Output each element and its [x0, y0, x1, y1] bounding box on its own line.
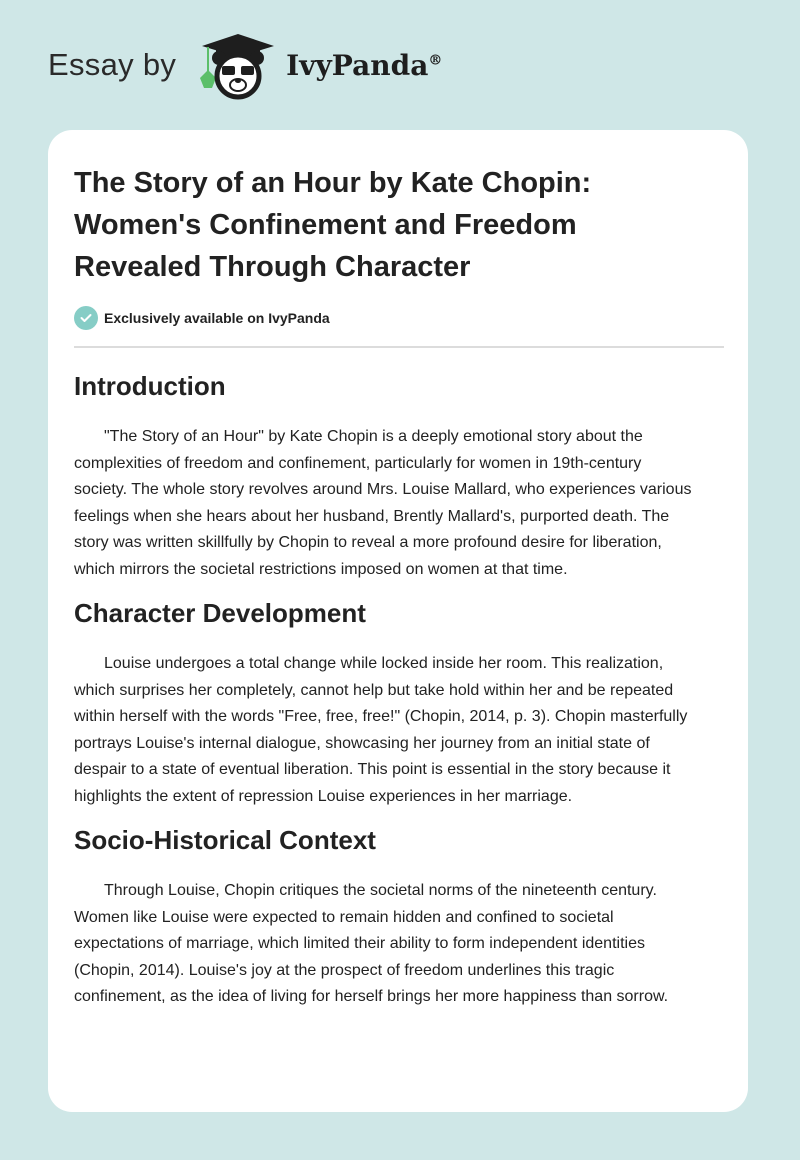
check-circle-icon	[74, 306, 98, 330]
text-line: which mirrors the societal restrictions imposed on women at that time.	[74, 560, 568, 578]
text-line: story was written skillfully by Chopin to reveal a more profound desire for liberation,	[74, 534, 662, 551]
registered-mark: ®	[428, 52, 443, 69]
text-line: within herself with the words "Free, free, free!" (Chopin, 2014, p. 3). Chopin masterfully	[74, 708, 688, 725]
title-line: The Story of an Hour by Kate Chopin:	[74, 167, 592, 199]
text-line: Women like Louise were expected to remain hidden and confined to societal	[74, 908, 614, 926]
text-line: expectations of marriage, which limited their ability to form independent identities	[74, 935, 645, 952]
brand-text: IvyPanda	[286, 48, 429, 82]
site-header	[48, 30, 442, 100]
brand-name[interactable]	[286, 49, 442, 82]
text-line: society. The whole story revolves around Mrs. Louise Mallard, who experiences various	[74, 481, 692, 498]
section-heading: Character Development	[74, 598, 366, 628]
text-line: highlights the extent of repression Louise experiences in her marriage.	[74, 787, 573, 805]
text-line: (Chopin, 2014). Louise's joy at the prospect of freedom underlines this tragic	[74, 961, 615, 979]
section-socio-historical-context	[74, 822, 734, 1011]
section-character-development	[74, 595, 734, 810]
section-introduction	[74, 368, 734, 583]
paragraph	[74, 651, 734, 810]
essay-by-label: Essay by	[48, 47, 177, 82]
paragraph	[74, 424, 734, 583]
text-line: feelings when she hears about her husband, Brently Mallard's, purported death. The	[74, 507, 670, 525]
text-line: despair to a state of eventual liberation. This point is essential in the story because it	[74, 761, 671, 778]
badge-text: Exclusively available on IvyPanda	[104, 310, 330, 326]
section-heading: Socio-Historical Context	[74, 825, 376, 855]
divider	[74, 346, 724, 348]
page-title	[74, 162, 734, 288]
text-line: "The Story of an Hour" by Kate Chopin is a deeply emotional story about the	[104, 428, 643, 445]
title-line: Women's Confinement and Freedom	[74, 209, 577, 241]
ivypanda-logo-icon[interactable]	[194, 30, 280, 100]
text-line: which surprises her completely, cannot help but take hold within her and be repeated	[74, 681, 674, 699]
text-line: confinement, as the idea of living for herself brings her more happiness than sorrow.	[74, 988, 669, 1005]
text-line: Through Louise, Chopin critiques the societal norms of the nineteenth century.	[104, 882, 657, 899]
paragraph	[74, 878, 734, 1011]
title-line: Revealed Through Character	[74, 251, 471, 283]
section-heading: Introduction	[74, 371, 226, 401]
text-line: portrays Louise's internal dialogue, showcasing her journey from an initial state of	[74, 734, 650, 752]
text-line: Louise undergoes a total change while locked inside her room. This realization,	[104, 655, 664, 672]
essay-card	[48, 130, 748, 1112]
text-line: complexities of freedom and confinement, particularly for women in 19th-century	[74, 454, 642, 472]
exclusive-badge	[74, 306, 330, 330]
